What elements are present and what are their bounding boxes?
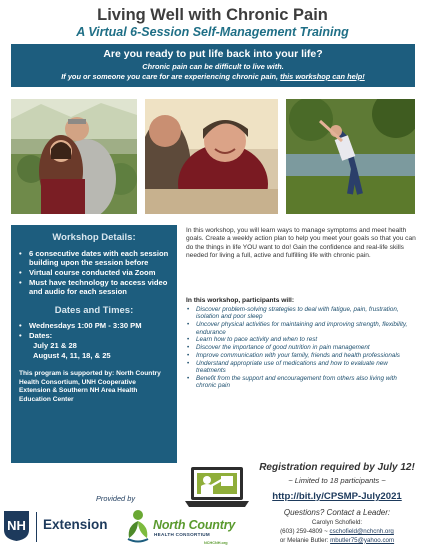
list-item: [19, 331, 169, 340]
intro-banner: [11, 44, 415, 87]
laptop-presenter-icon: [185, 466, 249, 508]
leader-2-name: or Melanie Butler:: [279, 536, 331, 544]
list-item: July 21 & 28: [33, 341, 77, 350]
health-consortium-wordmark: HEALTH CONSORTIUM: [154, 532, 211, 537]
bullet-icon: •: [187, 375, 190, 382]
bullet-icon: •: [19, 268, 22, 277]
bullet-icon: •: [187, 306, 190, 313]
provided-by-label: Provided by: [96, 494, 136, 503]
detail-item-text: Virtual course conducted via Zoom: [29, 268, 156, 277]
workshop-details-heading: Workshop Details:: [52, 232, 136, 243]
north-country-logo-icon: [125, 508, 151, 544]
bullet-icon: •: [19, 249, 22, 258]
photo-stretching: [286, 99, 415, 214]
registration-deadline: Registration required by July 12!: [259, 462, 415, 473]
bullet-icon: •: [19, 321, 22, 330]
unh-mark-text: NH: [7, 518, 26, 533]
bullet-icon: •: [187, 321, 190, 329]
leader-1-email-link[interactable]: cschofield@nchcnh.org: [329, 527, 394, 535]
workshop-details-panel: [11, 225, 177, 463]
registration-link[interactable]: http://bit.ly/CPSMP-July2021: [272, 491, 402, 502]
list-item: [186, 321, 418, 336]
list-item: [186, 336, 418, 343]
leader-1-contact: [252, 528, 422, 537]
banner-question: Are you ready to put life back into your life?: [103, 48, 323, 60]
participant-limit: ~ Limited to 18 participants ~: [288, 476, 386, 485]
nchc-url: NCHCNH.org: [204, 541, 228, 545]
extension-wordmark: Extension: [43, 517, 108, 532]
contact-heading: Questions? Contact a Leader:: [283, 508, 391, 517]
outcome-text: Improve communication with your family, friends and health professionals: [196, 352, 400, 359]
banner-link-text: this workshop can help!: [280, 72, 365, 81]
contact-info: [252, 519, 422, 545]
dates-list: [19, 321, 169, 360]
leader-1-phone: (603) 259-4809 ~: [280, 527, 330, 535]
list-item: [186, 352, 418, 359]
list-item: [19, 321, 169, 330]
outcome-text: Benefit from the support and encouragement from others also living with chronic pain: [196, 375, 397, 390]
banner-line-2: Chronic pain can be difficult to live with.: [142, 62, 284, 71]
leader-2-email-link[interactable]: mbutler75@yahoo.com: [330, 536, 395, 544]
bullet-icon: •: [187, 352, 190, 359]
dates-heading: Dates and Times:: [54, 305, 134, 316]
workshop-details-list: [19, 249, 169, 296]
unh-logo: [3, 510, 30, 542]
bullet-icon: •: [187, 336, 190, 344]
detail-item-text: 6 consecutive dates with each session building upon the session before: [29, 249, 169, 267]
participants-will-heading: In this workshop, participants will:: [186, 297, 295, 304]
outcomes-list: [186, 306, 418, 390]
list-item: [19, 249, 169, 267]
list-item: [186, 360, 418, 375]
outcome-text: Discover the importance of good nutrition in pain management: [196, 344, 370, 352]
list-item: August 4, 11, 18, & 25: [33, 351, 111, 360]
bullet-icon: •: [187, 344, 190, 352]
dates-label: Dates:: [29, 331, 53, 340]
outcome-text: Uncover physical activities for maintaining and improving strength, flexibility, endurance: [196, 321, 408, 336]
page-title: Living Well with Chronic Pain: [97, 6, 328, 24]
time-text: Wednesdays 1:00 PM - 3:30 PM: [29, 321, 142, 330]
banner-line-3-text: If you or someone you care for are experiencing chronic pain,: [61, 72, 281, 81]
photo-couple-hug: [11, 99, 137, 214]
page-subtitle: A Virtual 6-Session Self-Management Training: [76, 25, 349, 39]
supported-by-text: This program is supported by: North Country Health Consortium, UNH Cooperative Extension & Southern NH Area Health Education Center: [19, 370, 161, 403]
banner-line-3: [11, 72, 415, 81]
outcome-text: Discover problem-solving strategies to deal with fatigue, pain, frustration, isolation and poor sleep: [196, 306, 399, 321]
outcome-text: Understand appropriate use of medications and how to evaluate new treatments: [196, 359, 388, 375]
outcome-text: Learn how to pace activity and when to rest: [196, 336, 318, 344]
list-item: [186, 306, 418, 321]
list-item: [19, 278, 169, 296]
leader-2-contact: [252, 537, 422, 546]
intro-paragraph: In this workshop, you will learn ways to manage symptoms and meet health goals. Create a weekly action plan to help you meet your goals so that you can do the things in life YOU want to do! Gain the confidence and real-life skills needed for living a full, active and fulfilling life with chronic pain.: [186, 227, 416, 260]
north-country-wordmark: North Country: [153, 518, 236, 532]
bullet-icon: •: [19, 331, 22, 340]
leader-1-name: Carolyn Schofield:: [311, 519, 363, 526]
photo-caregiver: [145, 99, 278, 214]
list-item: [186, 344, 418, 351]
detail-item-text: Must have technology to access video and audio for each session: [29, 278, 168, 296]
list-item: [19, 268, 169, 277]
bullet-icon: •: [187, 359, 190, 367]
bullet-icon: •: [19, 278, 22, 287]
logo-divider: [36, 512, 37, 542]
list-item: [186, 375, 418, 390]
